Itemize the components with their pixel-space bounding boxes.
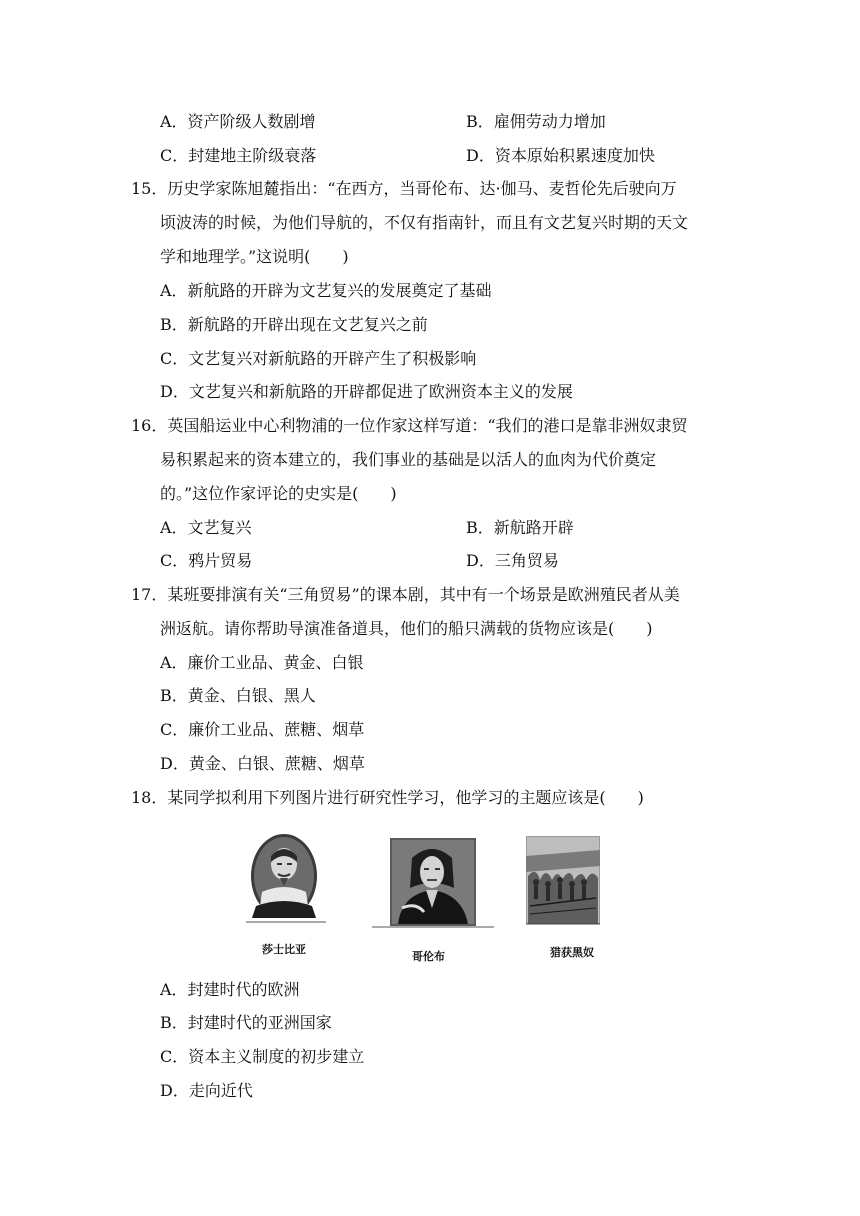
caption-shakespeare: 莎士比亚 xyxy=(262,943,306,956)
caption-slave-hunting: 猎获黑奴 xyxy=(550,946,594,959)
q18-option-d[interactable]: D．走向近代 xyxy=(160,1081,253,1100)
columbus-portrait xyxy=(372,838,494,930)
q15-stem-line-1: 15．历史学家陈旭麓指出：“在西方，当哥伦布、达·伽马、麦哲伦先后驶向万 xyxy=(131,179,677,198)
q16-option-c[interactable]: C．鸦片贸易 xyxy=(160,551,253,570)
q17-option-a[interactable]: A．廉价工业品、黄金、白银 xyxy=(160,653,364,672)
q16-option-d[interactable]: D．三角贸易 xyxy=(466,551,559,570)
q16-option-a[interactable]: A．文艺复兴 xyxy=(160,518,252,537)
q18-stem-line-1: 18．某同学拟利用下列图片进行研究性学习，他学习的主题应该是( ) xyxy=(131,788,644,807)
q18-option-a[interactable]: A．封建时代的欧洲 xyxy=(160,980,300,999)
q15-option-c[interactable]: C．文艺复兴对新航路的开辟产生了积极影响 xyxy=(160,349,477,368)
q14-option-d[interactable]: D．资本原始积累速度加快 xyxy=(466,146,655,165)
q15-option-b[interactable]: B．新航路的开辟出现在文艺复兴之前 xyxy=(160,315,428,334)
q16-stem-line-2: 易积累起来的资本建立的，我们事业的基础是以活人的血肉为代价奠定 xyxy=(160,450,657,469)
q15-option-a[interactable]: A．新航路的开辟为文艺复兴的发展奠定了基础 xyxy=(160,281,492,300)
q17-option-d[interactable]: D．黄金、白银、蔗糖、烟草 xyxy=(160,754,365,773)
q16-stem-line-1: 16．英国船运业中心利物浦的一位作家这样写道：“我们的港口是靠非洲奴隶贸 xyxy=(131,416,688,435)
q14-option-a[interactable]: A．资产阶级人数剧增 xyxy=(160,112,316,131)
q15-option-d[interactable]: D．文艺复兴和新航路的开辟都促进了欧洲资本主义的发展 xyxy=(160,382,573,401)
q16-stem-line-3: 的。”这位作家评论的史实是( ) xyxy=(160,484,397,503)
q17-option-b[interactable]: B．黄金、白银、黑人 xyxy=(160,686,316,705)
q17-option-c[interactable]: C．廉价工业品、蔗糖、烟草 xyxy=(160,720,365,739)
q17-stem-line-2: 洲返航。请你帮助导演准备道具，他们的船只满载的货物应该是( ) xyxy=(160,619,653,638)
q15-stem-line-3: 学和地理学。”这说明( ) xyxy=(160,247,349,266)
q15-stem-line-2: 顷波涛的时候，为他们导航的，不仅有指南针，而且有文艺复兴时期的天文 xyxy=(160,213,689,232)
caption-columbus: 哥伦布 xyxy=(412,950,445,963)
q14-option-c[interactable]: C．封建地主阶级衰落 xyxy=(160,146,317,165)
q17-stem-line-1: 17．某班要排演有关“三角贸易”的课本剧，其中有一个场景是欧洲殖民者从美 xyxy=(131,585,680,604)
shakespeare-portrait xyxy=(246,832,326,924)
q18-option-c[interactable]: C．资本主义制度的初步建立 xyxy=(160,1047,365,1066)
q16-option-b[interactable]: B．新航路开辟 xyxy=(466,518,574,537)
q14-option-b[interactable]: B．雇佣劳动力增加 xyxy=(466,112,606,131)
slave-hunting-engraving xyxy=(526,836,600,928)
q18-option-b[interactable]: B．封建时代的亚洲国家 xyxy=(160,1013,332,1032)
